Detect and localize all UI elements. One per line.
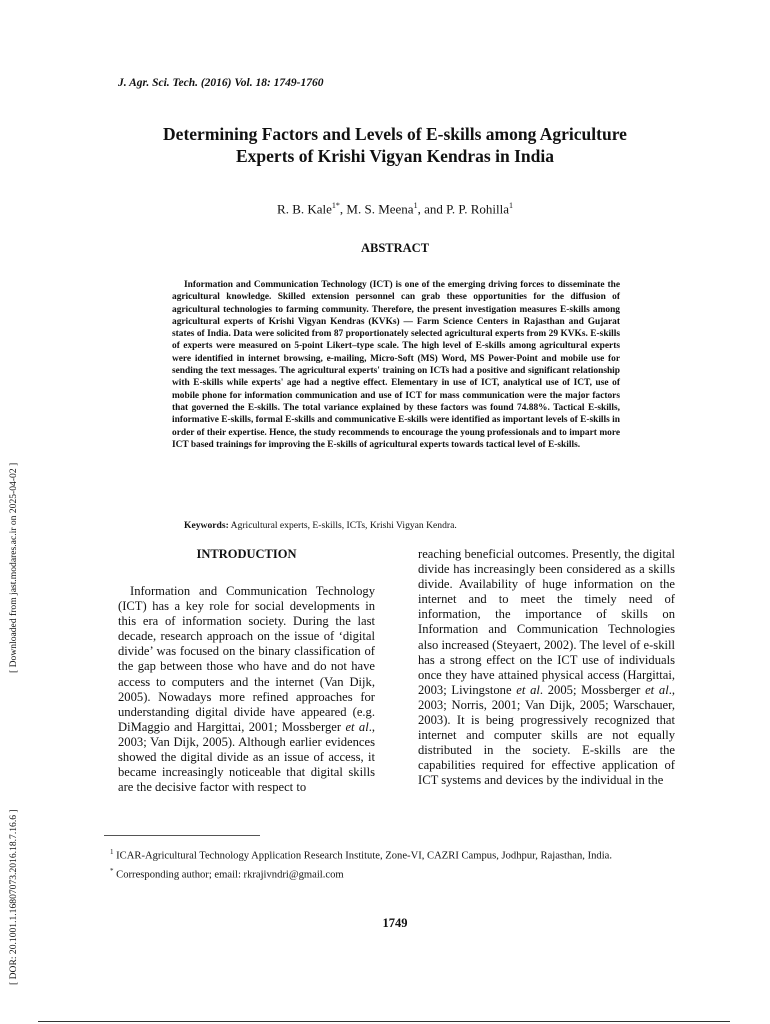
doi-watermark: [ DOR: 20.1001.1.16807073.2016.18.7.16.6 ] xyxy=(8,809,19,985)
author-3-affiliation: 1 xyxy=(508,201,513,210)
col1-text-b: ., 2003; Van Dijk, 2005). Although earlier evidences showed the digital divide as an issue of access, it became increasingly noticeable that digital skills are the decisive factor with respect to xyxy=(118,719,375,795)
footnote-affiliation-text: ICAR-Agricultural Technology Application Research Institute, Zone-VI, CAZRI Campus, Jodhpur, Rajasthan, India. xyxy=(113,850,613,862)
col2-text-c: ., 2003; Norris, 2001; Van Dijk, 2005; Warschauer, 2003). It is being progressively recognized that internet and computer skills are not equally distributed in the society. E-skills are the capabilities required for effective application of ICT systems and devices by the individual in the xyxy=(418,682,675,788)
abstract-text: Information and Communication Technology (ICT) is one of the emerging driving forces to disseminate the agricultural knowledge. Skilled extension personnel can grab these opportunities for the diffusion of agricultural technologies to farming community. Therefore, the present investigation measures E-skills among agricultural experts of Krishi Vigyan Kendras (KVKs) — Farm Science Centers in Rajasthan and Gujarat states of India. Data were solicited from 87 proportionately selected agricultural experts from 29 KVKs. E-skills of experts were measured on 5-point Likert–type scale. The high level of E-skills among agricultural experts were identified in internet browsing, e-mailing, Micro-Soft (MS) Word, MS Power-Point and mobile use for sending the text messages. The agricultural experts' training on ICTs had a positive and significant relationship with E-skills while experts' age had a negtive effect. Elementary in use of ICT, analytical use of ICT, use of mobile phone for information communication and use of ICT for mass communication were the major factors that governed the E-skills. The total variance explained by these factors was found 74.88%. Tactical E-skills, informative E-skills, formal E-skills and communicative E-skills were identified as important levels of E-skills in order of their expertise. Hence, the study recommends to encourage the young professionals and to impart more ICT based trainings for improving the E-skills of agricultural experts towards tactical level of E-skills. xyxy=(172,280,620,450)
body-column-left xyxy=(118,584,375,795)
introduction-heading: INTRODUCTION xyxy=(196,547,297,561)
col2-etal-2: et al xyxy=(645,682,669,697)
col2-text-a: reaching beneficial outcomes. Presently, the digital divide has increasingly been considered as a skills divide. Availability of huge information on the internet and to meet the timely need of information, the importance of skills on Information and Communication Technologies also increased (Steyaert, 2002). The level of e-skill has a strong effect on the ICT use of individuals once they have attained physical access (Hargittai, 2003; Livingstone xyxy=(418,547,675,697)
author-2-affiliation: 1 xyxy=(413,201,418,210)
abstract-heading: ABSTRACT xyxy=(360,241,430,255)
journal-header: J. Agr. Sci. Tech. (2016) Vol. 18: 1749-1760 xyxy=(118,77,324,89)
author-list xyxy=(100,201,690,217)
footnotes xyxy=(110,845,690,882)
page-bottom-rule xyxy=(38,1021,730,1022)
body-column-right xyxy=(418,547,675,789)
col1-text-a: Information and Communication Technology (ICT) has a key role for social developments in this era of information society. During the last decade, research approach on the issue of ‘digital divide’ was focused on the binary classification of the gap between those who have and do not have access to computers and the internet (Van Dijk, 2005). Nowadays more refined approaches for understanding digital divide have appeared (e.g. DiMaggio and Hargittai, 2001; Mossberger xyxy=(118,584,375,734)
page-number: 1749 xyxy=(382,916,408,930)
footnote-affiliation-mark: 1 xyxy=(110,848,114,856)
col2-etal-1: et al xyxy=(516,682,540,697)
keywords-text: Agricultural experts, E-skills, ICTs, Krishi Vigyan Kendra. xyxy=(228,520,457,531)
title-line-2: Experts of Krishi Vigyan Kendras in India xyxy=(236,146,554,166)
download-watermark: [ Downloaded from jast.modares.ac.ir on 2025-04-02 ] xyxy=(8,462,19,673)
footnote-affiliation xyxy=(110,845,690,864)
keywords xyxy=(184,520,457,531)
col1-etal: et al xyxy=(345,719,369,734)
author-3: , and P. P. Rohilla xyxy=(417,201,509,217)
title-line-1: Determining Factors and Levels of E-skills among Agriculture xyxy=(163,124,627,144)
keywords-label: Keywords: xyxy=(184,520,229,531)
author-1-affiliation: 1* xyxy=(331,201,340,210)
paper-title xyxy=(100,123,690,167)
author-1: R. B. Kale xyxy=(277,201,332,217)
footnote-divider xyxy=(104,835,260,836)
col2-text-b: . 2005; Mossberger xyxy=(539,682,646,697)
footnote-corresponding xyxy=(110,864,690,883)
author-2: , M. S. Meena xyxy=(339,201,414,217)
footnote-corresponding-mark: * xyxy=(110,866,114,875)
footnote-corresponding-text: Corresponding author; email: rkrajivndri@gmail.com xyxy=(113,869,344,881)
